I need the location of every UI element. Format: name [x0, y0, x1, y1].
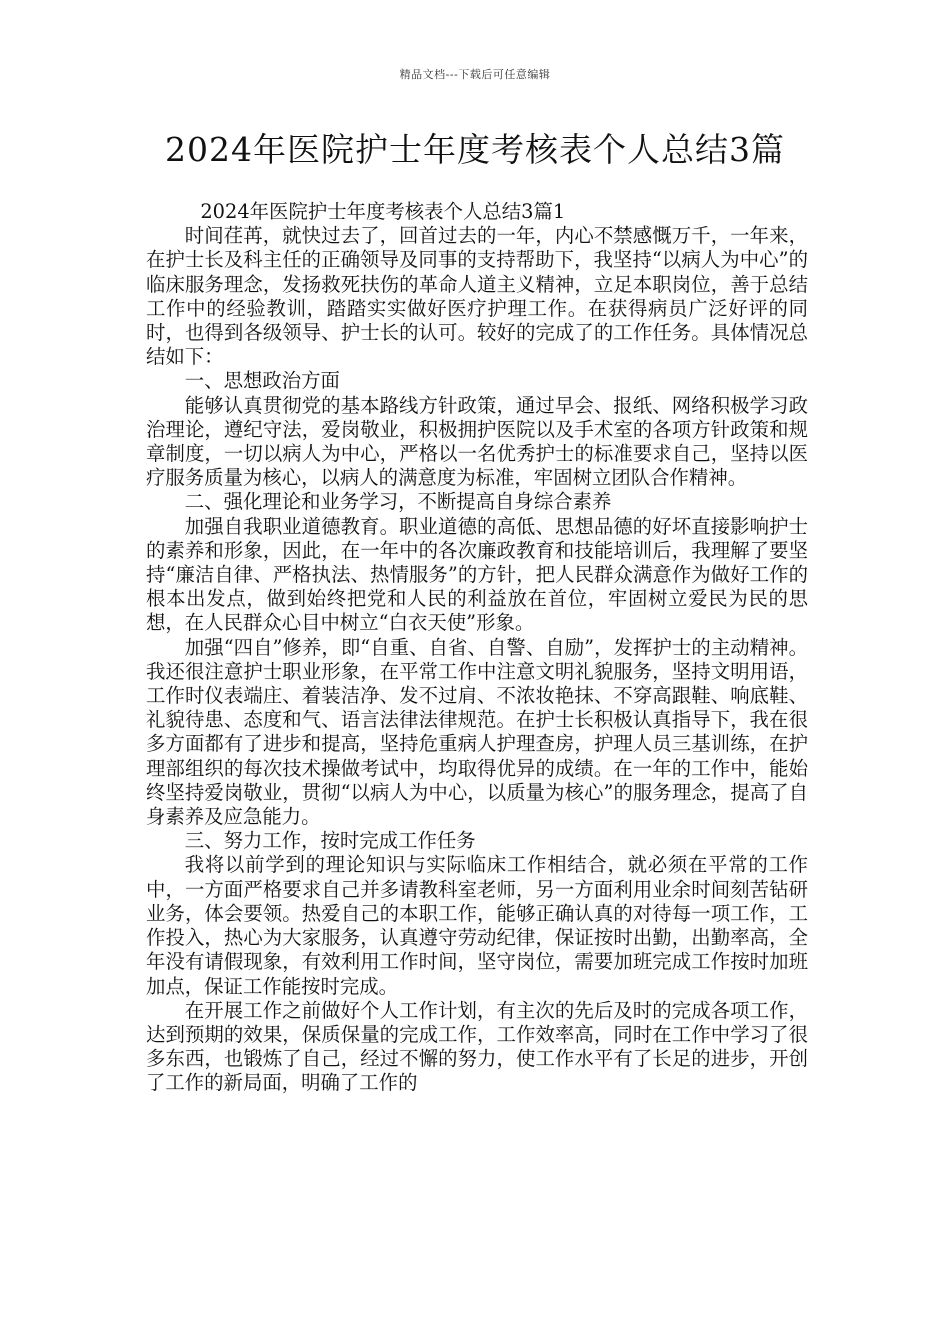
paragraph-ethics: 加强自我职业道德教育。职业道德的高低、思想品德的好坏直接影响护士的素养和形象，因此，在一年中的各次廉政教育和技能培训后，我理解了要坚持“廉洁自律、严格执法、热情服务”的方针，把人民群众满意作为做好工作的根本出发点，做到始终把党和人民的利益放在首位，牢固树立爱民为民的思想，在人民群众心目中树立“白衣天使”形象。 [146, 514, 808, 635]
document-title: 2024年医院护士年度考核表个人总结3篇 [165, 130, 785, 169]
paragraph-self-cultivation: 加强“四自”修养，即“自重、自省、自警、自励”，发挥护士的主动精神。我还很注意护士职业形象，在平常工作中注意文明礼貌服务，坚持文明用语，工作时仪表端庄、着装洁净、发不过肩、不浓妆艳抹、不穿高跟鞋、响底鞋、礼貌待患、态度和气、语言法律法律规范。在护士长积极认真指导下，我在很多方面都有了进步和提高，坚持危重病人护理查房，护理人员三基训练，在护理部组织的每次技术操做考试中，均取得优异的成绩。在一年的工作中，能始终坚持爱岗敬业，贯彻“以病人为中心，以质量为核心”的服务理念，提高了自身素养及应急能力。 [146, 635, 808, 829]
section-heading-study: 二、强化理论和业务学习，不断提高自身综合素养 [184, 490, 612, 514]
section-heading-work: 三、努力工作，按时完成工作任务 [184, 829, 476, 853]
paragraph-intro: 时间荏苒，就快过去了，回首过去的一年，内心不禁感慨万千，一年来，在护士长及科主任的正确领导及同事的支持帮助下，我坚持“以病人为中心”的临床服务理念，发扬救死扶伤的革命人道主义精神，立足本职岗位，善于总结工作中的经验教训，踏踏实实做好医疗护理工作。在获得病员广泛好评的同时，也得到各级领导、护士长的认可。较好的完成了的工作任务。具体情况总结如下： [146, 224, 808, 369]
document-body [146, 200, 808, 1096]
paragraph-political: 能够认真贯彻党的基本路线方针政策，通过早会、报纸、网络积极学习政治理论，遵纪守法，爱岗敬业，积极拥护医院以及手术室的各项方针政策和规章制度，一切以病人为中心，严格以一名优秀护士的标准要求自己，坚持以医疗服务质量为核心，以病人的满意度为标准，牢固树立团队合作精神。 [146, 393, 808, 490]
section-heading-political: 一、思想政治方面 [184, 369, 340, 393]
paragraph-planning: 在开展工作之前做好个人工作计划，有主次的先后及时的完成各项工作，达到预期的效果，保质保量的完成工作，工作效率高，同时在工作中学习了很多东西，也锻炼了自己，经过不懈的努力，使工作水平有了长足的进步，开创了工作的新局面，明确了工作的 [146, 998, 808, 1095]
section-heading-part-1: 2024年医院护士年度考核表个人总结3篇1 [200, 200, 566, 223]
header-note: 精品文档---下载后可任意编辑 [399, 68, 551, 81]
paragraph-work: 我将以前学到的理论知识与实际临床工作相结合，就必须在平常的工作中，一方面严格要求自己并多请教科室老师，另一方面利用业余时间刻苦钻研业务，体会要领。热爱自己的本职工作，能够正确认真的对待每一项工作，工作投入，热心为大家服务，认真遵守劳动纪律，保证按时出勤，出勤率高，全年没有请假现象，有效利用工作时间，坚守岗位，需要加班完成工作按时加班加点，保证工作能按时完成。 [146, 853, 808, 998]
